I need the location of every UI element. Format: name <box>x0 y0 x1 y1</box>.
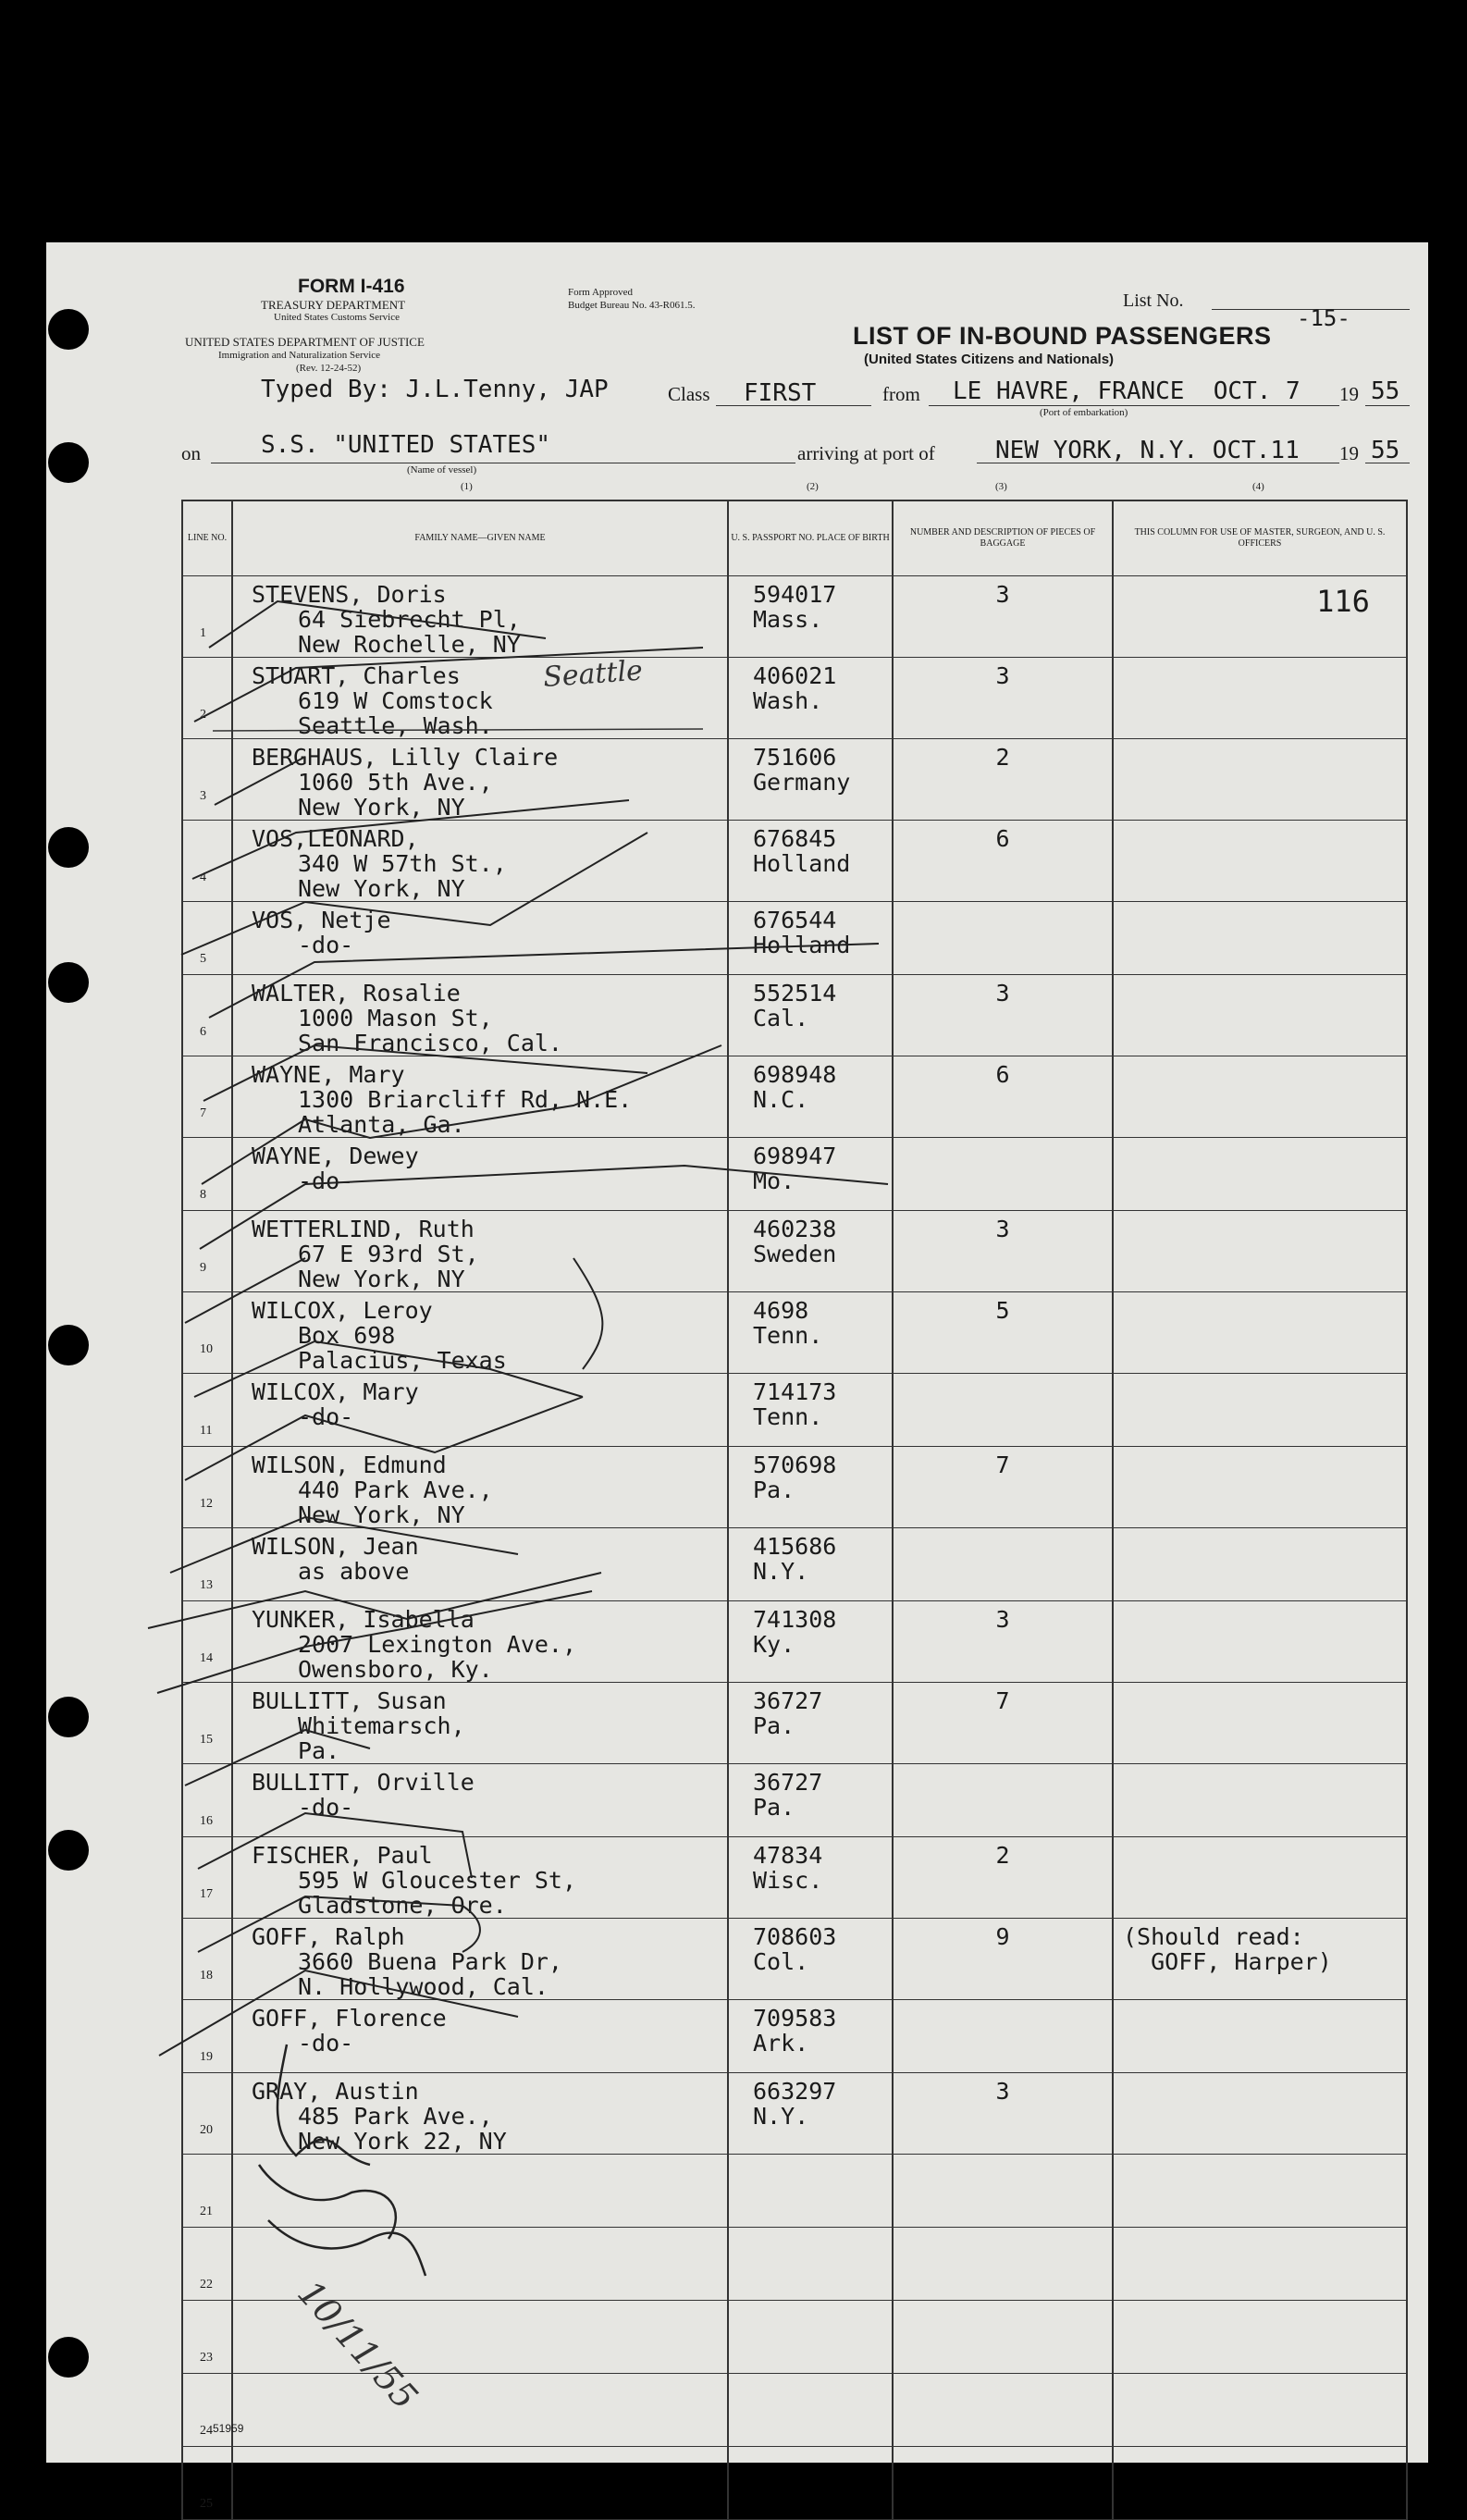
from-value: LE HAVRE, FRANCE OCT. 7 <box>953 377 1301 405</box>
line-number-text: 9 <box>200 1261 206 1275</box>
address-line-1: -do- <box>298 1167 354 1194</box>
address-line-2: Atlanta, Ga. <box>298 1111 465 1138</box>
place-of-birth: Tenn. <box>753 1403 823 1430</box>
check-mark <box>192 800 629 879</box>
passenger-name: WETTERLIND, Ruth <box>252 1216 475 1242</box>
check-mark <box>159 1970 518 2056</box>
place-of-birth: Holland <box>753 932 851 958</box>
baggage-count: 6 <box>995 1061 1010 1088</box>
line-number-text: 6 <box>200 1025 206 1039</box>
check-mark <box>209 944 879 1018</box>
justice-department: UNITED STATES DEPARTMENT OF JUSTICE <box>185 335 425 349</box>
line-number-text: 15 <box>200 1733 213 1747</box>
check-mark <box>194 1341 583 1397</box>
col-header-baggage: NUMBER AND DESCRIPTION OF PIECES OF BAGGAGE <box>893 500 1113 576</box>
page-title: LIST OF IN-BOUND PASSENGERS <box>853 322 1272 350</box>
line-number-text: 20 <box>200 2123 213 2137</box>
list-no-label: List No. <box>1123 290 1184 311</box>
line-number-text: 23 <box>200 2351 213 2365</box>
address-line-2: Owensboro, Ky. <box>298 1656 493 1683</box>
address-line-1: 67 E 93rd St, <box>298 1241 479 1267</box>
col-header-officers: THIS COLUMN FOR USE OF MASTER, SURGEON, AND U. S. OFFICERS <box>1113 500 1407 576</box>
line-number-text: 10 <box>200 1342 213 1356</box>
passenger-name: WALTER, Rosalie <box>252 980 461 1007</box>
check-mark <box>148 1573 601 1628</box>
vessel-label: (Name of vessel) <box>407 464 477 476</box>
line-number-text: 7 <box>200 1106 206 1120</box>
passenger-name: GOFF, Ralph <box>252 1923 405 1950</box>
passport-number: 698947 <box>753 1143 837 1169</box>
place-of-birth: Sweden <box>753 1241 837 1267</box>
check-mark <box>185 1258 305 1323</box>
passenger-name: BERGHAUS, Lilly Claire <box>252 744 559 771</box>
baggage-count: 3 <box>995 662 1010 689</box>
passenger-name: WILCOX, Mary <box>252 1378 419 1405</box>
passenger-name: WILCOX, Leroy <box>252 1297 433 1324</box>
passport-number: 714173 <box>753 1378 837 1405</box>
place-of-birth: Wash. <box>753 687 823 714</box>
passport-number: 36727 <box>753 1769 823 1796</box>
list-no-value: -15- <box>1297 305 1350 331</box>
place-of-birth: N.Y. <box>753 2103 809 2130</box>
from-label: from <box>882 383 920 405</box>
passport-number: 460238 <box>753 1216 837 1242</box>
passport-number: 415686 <box>753 1533 837 1560</box>
check-mark <box>181 833 647 955</box>
line-number-text: 18 <box>200 1969 213 1983</box>
form-number: FORM I-416 <box>298 276 405 297</box>
place-of-birth: Ark. <box>753 2030 809 2057</box>
passenger-name: YUNKER, Isabella <box>252 1606 475 1633</box>
year-prefix-from: 19 <box>1339 383 1359 405</box>
passenger-name: WILSON, Jean <box>252 1533 419 1560</box>
address-line-2: New Rochelle, NY <box>298 631 521 658</box>
line-number-text: 14 <box>200 1651 213 1665</box>
col-num-2: (2) <box>807 481 819 492</box>
passenger-name: STUART, Charles <box>252 662 461 689</box>
line-number-text: 3 <box>200 789 206 803</box>
passport-number: 594017 <box>753 581 837 608</box>
line-number-text: 2 <box>200 708 206 722</box>
form-approved: Form Approved <box>568 287 633 298</box>
baggage-count: 3 <box>995 1606 1010 1633</box>
passenger-name: GRAY, Austin <box>252 2078 419 2105</box>
year-from: 55 <box>1371 377 1400 405</box>
budget-bureau: Budget Bureau No. 43-R061.5. <box>568 300 696 311</box>
class-label: Class <box>668 383 710 405</box>
address-line-2: Pa. <box>298 1737 340 1764</box>
year-prefix-arrive: 19 <box>1339 442 1359 464</box>
line-number-text: 16 <box>200 1814 213 1828</box>
on-label: on <box>181 442 201 464</box>
line-number-text: 19 <box>200 2050 213 2064</box>
passenger-name: GOFF, Florence <box>252 2005 447 2032</box>
typed-by: Typed By: J.L.Tenny, JAP <box>261 376 609 403</box>
officer-note: (Should read: GOFF, Harper) <box>1123 1923 1332 1975</box>
baggage-count: 2 <box>995 1842 1010 1869</box>
line-number-text: 17 <box>200 1887 213 1901</box>
arriving-label: arriving at port of <box>797 442 935 464</box>
line-number-text: 13 <box>200 1578 213 1592</box>
year-arrive: 55 <box>1371 437 1400 464</box>
row-dividers-partial <box>213 729 703 731</box>
place-of-birth: Germany <box>753 769 851 796</box>
form-revision: (Rev. 12-24-52) <box>296 363 362 374</box>
place-of-birth: N.Y. <box>753 1558 809 1585</box>
place-of-birth: Pa. <box>753 1712 795 1739</box>
passenger-name: WILSON, Edmund <box>252 1451 447 1478</box>
passenger-name: WAYNE, Mary <box>252 1061 405 1088</box>
baggage-count: 2 <box>995 744 1010 771</box>
place-of-birth: Col. <box>753 1948 809 1975</box>
place-of-birth: Cal. <box>753 1005 809 1031</box>
check-mark <box>198 1896 480 1952</box>
address-line-1: 64 Siebrecht Pl, <box>298 606 521 633</box>
line-number-text: 1 <box>200 626 206 640</box>
check-marks <box>148 601 888 2056</box>
passenger-name: BULLITT, Orville <box>252 1769 475 1796</box>
address-line-1: -do- <box>298 932 354 958</box>
check-mark <box>215 757 305 805</box>
form-footer-code: 51959 <box>213 2422 244 2435</box>
line-number-text: 11 <box>200 1424 213 1438</box>
passport-number: 47834 <box>753 1842 823 1869</box>
line-number-text: 25 <box>200 2497 213 2511</box>
address-line-2: New York 22, NY <box>298 2128 507 2155</box>
place-of-birth: N.C. <box>753 1086 809 1113</box>
address-line-1: 1000 Mason St, <box>298 1005 493 1031</box>
baggage-count: 3 <box>995 2078 1010 2105</box>
address-line-2: San Francisco, Cal. <box>298 1030 562 1056</box>
address-line-2: New York, NY <box>298 875 465 902</box>
check-mark <box>202 1045 721 1184</box>
line-number-text: 21 <box>200 2205 213 2218</box>
passport-number: 751606 <box>753 744 837 771</box>
handwritten-correction: Seattle <box>542 654 644 694</box>
address-line-1: 340 W 57th St., <box>298 850 507 877</box>
passport-number: 36727 <box>753 1687 823 1714</box>
ins-service: Immigration and Naturalization Service <box>218 350 381 361</box>
address-line-2: New York, NY <box>298 1501 465 1528</box>
address-line-1: 1060 5th Ave., <box>298 769 493 796</box>
check-mark <box>198 1813 472 1878</box>
check-mark <box>573 1258 602 1369</box>
line-number-text: 5 <box>200 952 206 966</box>
treasury-department: TREASURY DEPARTMENT <box>261 298 406 312</box>
place-of-birth: Wisc. <box>753 1867 823 1894</box>
passport-number: 676845 <box>753 825 837 852</box>
address-line-1: 485 Park Ave., <box>298 2103 493 2130</box>
passport-number: 708603 <box>753 1923 837 1950</box>
page-subtitle: (United States Citizens and Nationals) <box>864 352 1115 367</box>
place-of-birth: Mass. <box>753 606 823 633</box>
place-of-birth: Pa. <box>753 1476 795 1503</box>
check-mark <box>157 1591 592 1693</box>
col-num-1: (1) <box>461 481 473 492</box>
address-line-2: Gladstone, Ore. <box>298 1892 507 1919</box>
passport-number: 406021 <box>753 662 837 689</box>
address-line-2: Seattle, Wash. <box>298 712 493 739</box>
passenger-name: WAYNE, Dewey <box>252 1143 419 1169</box>
address-line-2: New York, NY <box>298 794 465 821</box>
col-num-3: (3) <box>995 481 1007 492</box>
address-line-1: Box 698 <box>298 1322 396 1349</box>
address-line-2: Palacius, Texas <box>298 1347 507 1374</box>
baggage-count: 3 <box>995 1216 1010 1242</box>
port-embark-label: (Port of embarkation) <box>1040 407 1128 418</box>
check-mark <box>209 601 546 648</box>
passport-number: 698948 <box>753 1061 837 1088</box>
place-of-birth: Pa. <box>753 1794 795 1821</box>
address-line-1: 1300 Briarcliff Rd, N.E. <box>298 1086 633 1113</box>
line-number-text: 8 <box>200 1188 206 1202</box>
address-line-1: -do- <box>298 1403 354 1430</box>
address-line-1: 2007 Lexington Ave., <box>298 1631 577 1658</box>
passport-number: 709583 <box>753 2005 837 2032</box>
address-line-2: N. Hollywood, Cal. <box>298 1973 549 2000</box>
arrival-port: NEW YORK, N.Y. OCT.11 <box>995 437 1300 464</box>
line-number-text: 4 <box>200 871 206 884</box>
passenger-name: VOS,LEONARD, <box>252 825 419 852</box>
handwritten-date: 10/11/55 <box>290 2272 426 2417</box>
address-line-2: New York, NY <box>298 1266 465 1292</box>
address-line-1: 619 W Comstock <box>298 687 493 714</box>
passport-number: 663297 <box>753 2078 837 2105</box>
customs-service: United States Customs Service <box>274 312 400 323</box>
passport-number: 676544 <box>753 907 837 933</box>
address-line-1: Whitemarsch, <box>298 1712 465 1739</box>
vessel-name: S.S. "UNITED STATES" <box>261 431 551 459</box>
place-of-birth: Mo. <box>753 1167 795 1194</box>
class-value: FIRST <box>744 379 817 407</box>
passenger-name: FISCHER, Paul <box>252 1842 433 1869</box>
baggage-count: 7 <box>995 1451 1010 1478</box>
check-mark <box>185 1397 583 1480</box>
passenger-name: BULLITT, Susan <box>252 1687 447 1714</box>
col-num-4: (4) <box>1252 481 1264 492</box>
col-header-line: LINE NO. <box>182 500 232 576</box>
check-mark <box>185 1730 370 1785</box>
place-of-birth: Tenn. <box>753 1322 823 1349</box>
baggage-count: 7 <box>995 1687 1010 1714</box>
place-of-birth: Holland <box>753 850 851 877</box>
signature-scribble <box>259 2044 425 2276</box>
check-mark <box>170 1517 518 1573</box>
line-number-text: 12 <box>200 1497 213 1511</box>
baggage-count: 3 <box>995 980 1010 1007</box>
place-of-birth: Ky. <box>753 1631 795 1658</box>
baggage-count: 9 <box>995 1923 1010 1950</box>
address-line-1: -do- <box>298 1794 354 1821</box>
line-number-text: 22 <box>200 2278 213 2291</box>
address-line-1: -do- <box>298 2030 354 2057</box>
check-mark <box>200 1166 888 1249</box>
passenger-name: STEVENS, Doris <box>252 581 447 608</box>
officer-note: 116 <box>1316 584 1370 619</box>
passport-number: 570698 <box>753 1451 837 1478</box>
passenger-name: VOS, Netje <box>252 907 391 933</box>
passport-number: 552514 <box>753 980 837 1007</box>
passport-number: 741308 <box>753 1606 837 1633</box>
col-header-passport: U. S. PASSPORT NO. PLACE OF BIRTH <box>728 500 893 576</box>
baggage-count: 3 <box>995 581 1010 608</box>
check-mark <box>203 1045 647 1101</box>
passport-number: 4698 <box>753 1297 809 1324</box>
baggage-count: 5 <box>995 1297 1010 1324</box>
col-header-name: FAMILY NAME—GIVEN NAME <box>232 500 728 576</box>
address-line-1: as above <box>298 1558 410 1585</box>
address-line-1: 440 Park Ave., <box>298 1476 493 1503</box>
address-line-1: 3660 Buena Park Dr, <box>298 1948 562 1975</box>
line-number-text: 24 <box>200 2424 213 2438</box>
baggage-count: 6 <box>995 825 1010 852</box>
address-line-1: 595 W Gloucester St, <box>298 1867 577 1894</box>
